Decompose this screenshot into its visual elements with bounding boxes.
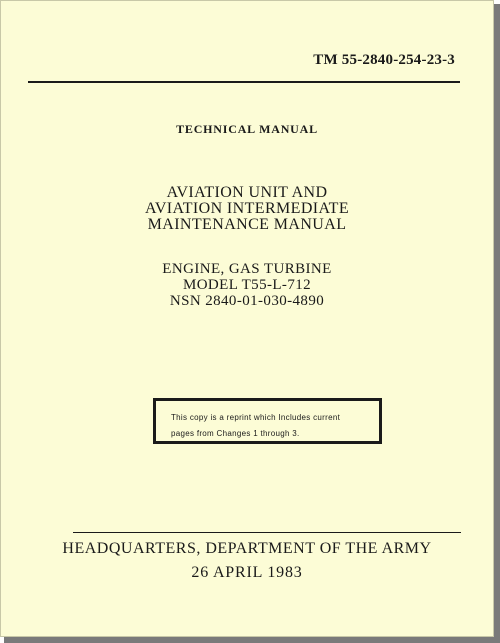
subject-line-2: MODEL T55-L-712 xyxy=(182,277,312,293)
bottom-rule xyxy=(73,532,461,533)
subject-line-1: ENGINE, GAS TURBINE xyxy=(162,261,332,277)
tm-number: TM 55-2840-254-23-3 xyxy=(313,52,455,68)
top-rule xyxy=(28,81,460,83)
reprint-notice-line-1: This copy is a reprint which Includes current xyxy=(171,413,341,422)
publication-date: 26 APRIL 1983 xyxy=(191,564,303,581)
title-line-2: AVIATION INTERMEDIATE xyxy=(144,200,350,217)
issuing-authority: HEADQUARTERS, DEPARTMENT OF THE ARMY xyxy=(62,540,432,557)
document-category: TECHNICAL MANUAL xyxy=(176,122,318,136)
title-line-3: MAINTENANCE MANUAL xyxy=(147,216,347,233)
reprint-notice-box xyxy=(153,398,382,444)
reprint-notice-line-2: pages from Changes 1 through 3. xyxy=(171,429,300,438)
subject-line-3: NSN 2840-01-030-4890 xyxy=(169,293,325,309)
title-line-1: AVIATION UNIT AND xyxy=(166,184,328,201)
